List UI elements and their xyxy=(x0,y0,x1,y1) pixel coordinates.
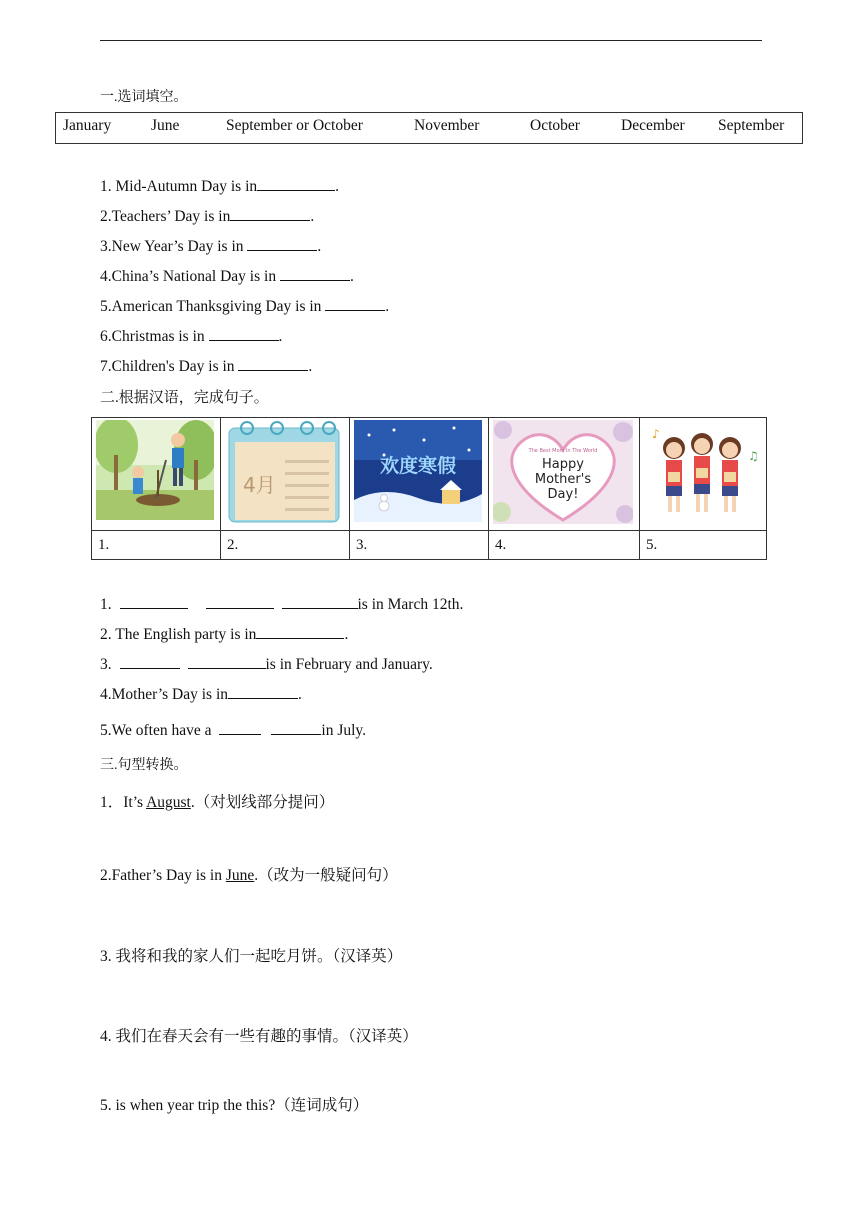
s1-question-3: 3.New Year’s Day is in . xyxy=(100,238,322,255)
answer-blank[interactable] xyxy=(188,654,266,669)
svg-text:♪: ♪ xyxy=(652,427,660,441)
word-option: January xyxy=(63,117,112,134)
picture-number: 4. xyxy=(489,531,640,560)
section3-title: 三.句型转换。 xyxy=(100,758,188,773)
holiday-title-text: 欢度寒假 xyxy=(379,455,457,477)
answer-blank[interactable] xyxy=(238,356,308,371)
s1-question-6: 6.Christmas is in . xyxy=(100,328,283,345)
answer-blank[interactable] xyxy=(219,720,261,735)
s3-item-1: 1．It’s August.（对划线部分提问） xyxy=(100,794,335,811)
picture-table xyxy=(91,417,767,560)
word-option: September or October xyxy=(226,117,363,134)
s1-question-1: 1. Mid-Autumn Day is in . xyxy=(100,178,340,195)
winter-holiday-picture xyxy=(354,420,482,522)
word-option: December xyxy=(621,117,685,134)
calendar-month-text: 4月 xyxy=(243,473,276,497)
answer-blank[interactable] xyxy=(120,654,180,669)
s2-question-3: 3. is in February and January. xyxy=(100,656,433,673)
picture-cell-5 xyxy=(640,418,767,531)
answer-blank[interactable] xyxy=(256,624,344,639)
s2-question-4: 4.Mother’s Day is in . xyxy=(100,686,302,703)
picture-number: 1. xyxy=(92,531,221,560)
picture-cell-2 xyxy=(221,418,350,531)
word-option: June xyxy=(151,117,180,134)
s3-item-2: 2.Father’s Day is in June.（改为一般疑问句） xyxy=(100,867,398,884)
section2-title: 二.根据汉语，完成句子。 xyxy=(100,390,269,406)
mothers-day-line2: Mother's xyxy=(534,472,592,487)
answer-blank[interactable] xyxy=(325,296,385,311)
underlined-word: August xyxy=(146,794,191,811)
svg-text:♫: ♫ xyxy=(748,449,759,463)
picture-cell-3 xyxy=(350,418,489,531)
picture-number: 5. xyxy=(640,531,767,560)
s1-question-5: 5.American Thanksgiving Day is in . xyxy=(100,298,390,315)
tree-planting-picture xyxy=(96,420,214,520)
s3-item-5: 5. is when year trip the this?（连词成句） xyxy=(100,1097,369,1114)
answer-blank[interactable] xyxy=(282,594,358,609)
mothers-day-line1: Happy xyxy=(542,457,584,472)
word-bank xyxy=(55,112,803,144)
singing-children-picture xyxy=(644,420,760,520)
word-option: October xyxy=(530,117,580,134)
underlined-word: June xyxy=(225,867,255,884)
picture-number: 2. xyxy=(221,531,350,560)
section1-title: 一.选词填空。 xyxy=(100,90,188,105)
s3-item-4: 4. 我们在春天会有一些有趣的事情。（汉译英） xyxy=(100,1028,418,1045)
mothers-day-small-text: The Best Mom In The World xyxy=(528,448,598,454)
s2-question-1: 1. is in March 12th. xyxy=(100,596,464,613)
word-option: November xyxy=(414,117,480,134)
s2-question-5: 5.We often have a in July. xyxy=(100,722,367,739)
answer-blank[interactable] xyxy=(120,594,188,609)
answer-blank[interactable] xyxy=(209,326,279,341)
answer-blank[interactable] xyxy=(257,176,335,191)
answer-blank[interactable] xyxy=(271,720,321,735)
answer-blank[interactable] xyxy=(230,206,310,221)
s3-item-3: 3. 我将和我的家人们一起吃月饼。（汉译英） xyxy=(100,948,403,965)
calendar-picture xyxy=(225,420,343,524)
word-option: September xyxy=(718,117,785,134)
picture-cell-1 xyxy=(92,418,221,531)
answer-blank[interactable] xyxy=(206,594,274,609)
picture-cell-4 xyxy=(489,418,640,531)
picture-number: 3. xyxy=(350,531,489,560)
answer-blank[interactable] xyxy=(280,266,350,281)
answer-blank[interactable] xyxy=(247,236,317,251)
s1-question-4: 4.China’s National Day is in . xyxy=(100,268,354,285)
mothers-day-picture xyxy=(493,420,633,524)
mothers-day-line3: Day! xyxy=(547,487,579,502)
header-rule xyxy=(100,40,762,41)
answer-blank[interactable] xyxy=(228,684,298,699)
s2-question-2: 2. The English party is in . xyxy=(100,626,349,643)
s1-question-2: 2.Teachers’ Day is in . xyxy=(100,208,315,225)
s1-question-7: 7.Children's Day is in . xyxy=(100,358,313,375)
